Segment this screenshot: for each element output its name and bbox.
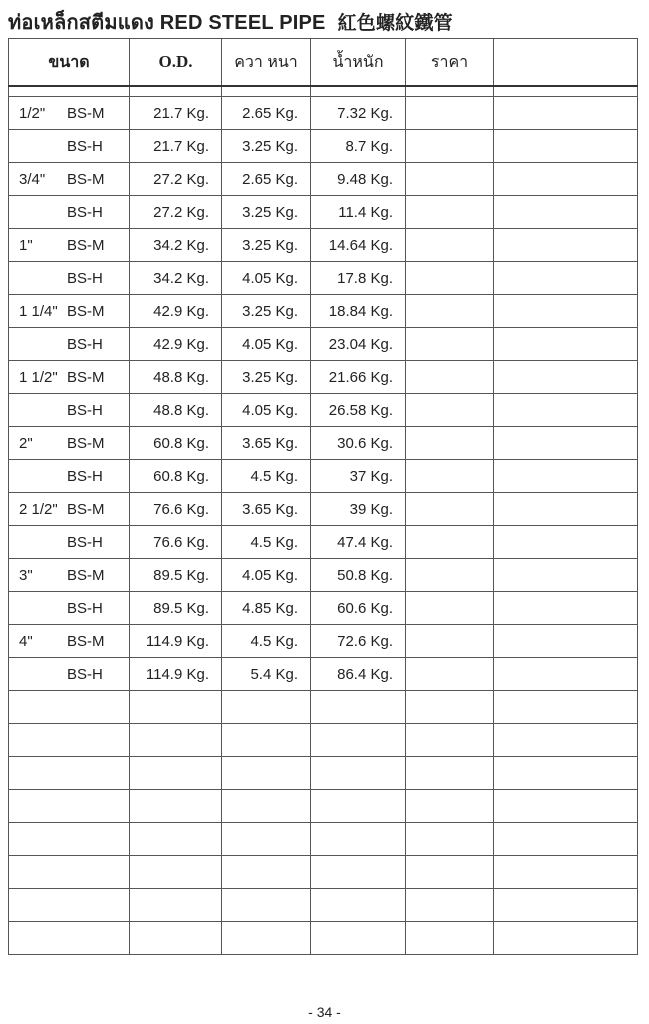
weight-cell: 8.7 Kg. [311, 130, 406, 163]
od-cell: 89.5 Kg. [130, 559, 222, 592]
weight-cell: 21.66 Kg. [311, 361, 406, 394]
thickness-cell: 2.65 Kg. [222, 163, 311, 196]
empty-cell [222, 757, 311, 790]
blank-cell [494, 196, 638, 229]
blank-cell [494, 97, 638, 130]
size-cell [9, 592, 130, 625]
thickness-cell: 4.5 Kg. [222, 460, 311, 493]
od-cell: 48.8 Kg. [130, 361, 222, 394]
size-cell [9, 460, 130, 493]
empty-cell [130, 823, 222, 856]
grade-label: BS-M [67, 171, 105, 188]
weight-cell: 30.6 Kg. [311, 427, 406, 460]
weight-cell: 47.4 Kg. [311, 526, 406, 559]
empty-cell [130, 922, 222, 955]
thickness-cell: 2.65 Kg. [222, 97, 311, 130]
thickness-cell: 3.25 Kg. [222, 196, 311, 229]
od-cell: 76.6 Kg. [130, 493, 222, 526]
size-cell [9, 559, 130, 592]
table-row [9, 196, 638, 229]
empty-cell [9, 889, 130, 922]
grade-label: BS-H [67, 270, 103, 287]
empty-cell [311, 724, 406, 757]
size-label: 1/2" [19, 105, 46, 122]
blank-cell [494, 328, 638, 361]
od-cell: 89.5 Kg. [130, 592, 222, 625]
price-cell [406, 625, 494, 658]
grade-label: BS-M [67, 567, 105, 584]
od-cell: 27.2 Kg. [130, 196, 222, 229]
thickness-cell: 3.25 Kg. [222, 130, 311, 163]
empty-cell [9, 856, 130, 889]
table-row [9, 130, 638, 163]
blank-cell [494, 361, 638, 394]
header-od: O.D. [130, 39, 222, 87]
spacer-cell [9, 86, 130, 97]
spacer-cell [222, 86, 311, 97]
spacer-cell [311, 86, 406, 97]
thickness-cell: 3.65 Kg. [222, 427, 311, 460]
empty-cell [311, 889, 406, 922]
grade-label: BS-M [67, 237, 105, 254]
table-row [9, 427, 638, 460]
size-cell [9, 625, 130, 658]
thickness-cell: 3.65 Kg. [222, 493, 311, 526]
table-row [9, 229, 638, 262]
empty-cell [9, 790, 130, 823]
weight-cell: 86.4 Kg. [311, 658, 406, 691]
blank-cell [494, 394, 638, 427]
od-cell: 21.7 Kg. [130, 97, 222, 130]
title-chinese: 紅色螺紋鐵管 [337, 13, 453, 34]
grade-label: BS-H [67, 468, 103, 485]
spacer-cell [494, 86, 638, 97]
table-row [9, 625, 638, 658]
empty-cell [130, 856, 222, 889]
empty-cell [9, 823, 130, 856]
empty-cell [9, 691, 130, 724]
grade-label: BS-H [67, 336, 103, 353]
price-cell [406, 427, 494, 460]
table-row [9, 295, 638, 328]
size-cell [9, 328, 130, 361]
od-cell: 60.8 Kg. [130, 427, 222, 460]
empty-cell [406, 823, 494, 856]
grade-label: BS-H [67, 402, 103, 419]
blank-cell [494, 229, 638, 262]
empty-cell [130, 889, 222, 922]
thickness-cell: 4.5 Kg. [222, 625, 311, 658]
grade-label: BS-H [67, 204, 103, 221]
empty-row [9, 856, 638, 889]
grade-label: BS-H [67, 600, 103, 617]
empty-cell [406, 757, 494, 790]
weight-cell: 72.6 Kg. [311, 625, 406, 658]
weight-cell: 17.8 Kg. [311, 262, 406, 295]
table-row [9, 658, 638, 691]
grade-label: BS-H [67, 138, 103, 155]
thickness-cell: 4.5 Kg. [222, 526, 311, 559]
od-cell: 60.8 Kg. [130, 460, 222, 493]
weight-cell: 26.58 Kg. [311, 394, 406, 427]
price-cell [406, 394, 494, 427]
grade-label: BS-M [67, 303, 105, 320]
size-label: 1 1/2" [19, 369, 58, 386]
price-cell [406, 460, 494, 493]
grade-label: BS-H [67, 534, 103, 551]
size-cell [9, 295, 130, 328]
grade-label: BS-H [67, 666, 103, 683]
size-label: 3" [19, 567, 33, 584]
size-cell [9, 262, 130, 295]
thickness-cell: 3.25 Kg. [222, 361, 311, 394]
table-row [9, 262, 638, 295]
size-cell [9, 361, 130, 394]
size-label: 2 1/2" [19, 501, 58, 518]
empty-row [9, 889, 638, 922]
header-spacer-row [9, 86, 638, 97]
blank-cell [494, 592, 638, 625]
size-cell [9, 130, 130, 163]
weight-cell: 39 Kg. [311, 493, 406, 526]
weight-cell: 23.04 Kg. [311, 328, 406, 361]
size-cell [9, 97, 130, 130]
blank-cell [494, 427, 638, 460]
od-cell: 34.2 Kg. [130, 229, 222, 262]
empty-cell [406, 790, 494, 823]
weight-cell: 9.48 Kg. [311, 163, 406, 196]
grade-label: BS-M [67, 105, 105, 122]
grade-label: BS-M [67, 501, 105, 518]
size-cell [9, 526, 130, 559]
empty-cell [311, 691, 406, 724]
empty-row [9, 724, 638, 757]
thickness-cell: 4.05 Kg. [222, 328, 311, 361]
weight-cell: 18.84 Kg. [311, 295, 406, 328]
blank-cell [494, 295, 638, 328]
thickness-cell: 5.4 Kg. [222, 658, 311, 691]
price-cell [406, 130, 494, 163]
empty-row [9, 691, 638, 724]
blank-cell [494, 163, 638, 196]
empty-cell [222, 922, 311, 955]
empty-cell [494, 922, 638, 955]
empty-cell [222, 724, 311, 757]
empty-cell [494, 691, 638, 724]
thickness-cell: 4.05 Kg. [222, 394, 311, 427]
size-label: 3/4" [19, 171, 46, 188]
price-cell [406, 196, 494, 229]
empty-cell [494, 856, 638, 889]
thickness-cell: 4.05 Kg. [222, 262, 311, 295]
table-row [9, 592, 638, 625]
blank-cell [494, 526, 638, 559]
table-row [9, 163, 638, 196]
empty-cell [9, 757, 130, 790]
size-label: 2" [19, 435, 33, 452]
empty-cell [494, 724, 638, 757]
od-cell: 42.9 Kg. [130, 328, 222, 361]
empty-cell [311, 790, 406, 823]
empty-cell [222, 823, 311, 856]
empty-cell [9, 922, 130, 955]
page-number: - 34 - [308, 1004, 341, 1020]
table-row [9, 97, 638, 130]
od-cell: 114.9 Kg. [130, 658, 222, 691]
empty-cell [222, 790, 311, 823]
empty-cell [494, 823, 638, 856]
empty-row [9, 823, 638, 856]
price-cell [406, 559, 494, 592]
empty-cell [311, 757, 406, 790]
size-cell [9, 394, 130, 427]
weight-cell: 37 Kg. [311, 460, 406, 493]
price-table [8, 38, 638, 955]
empty-cell [406, 889, 494, 922]
table-row [9, 493, 638, 526]
empty-cell [406, 922, 494, 955]
spacer-cell [130, 86, 222, 97]
empty-cell [406, 724, 494, 757]
blank-cell [494, 559, 638, 592]
table-row [9, 559, 638, 592]
size-cell [9, 229, 130, 262]
blank-cell [494, 262, 638, 295]
empty-cell [406, 691, 494, 724]
empty-cell [311, 823, 406, 856]
empty-row [9, 757, 638, 790]
empty-cell [406, 856, 494, 889]
blank-cell [494, 493, 638, 526]
table-row [9, 526, 638, 559]
empty-cell [494, 757, 638, 790]
grade-label: BS-M [67, 633, 105, 650]
price-cell [406, 526, 494, 559]
thickness-cell: 3.25 Kg. [222, 229, 311, 262]
header-blank [494, 39, 638, 87]
empty-cell [130, 724, 222, 757]
price-cell [406, 229, 494, 262]
empty-cell [9, 724, 130, 757]
weight-cell: 11.4 Kg. [311, 196, 406, 229]
thickness-cell: 4.85 Kg. [222, 592, 311, 625]
thickness-cell: 4.05 Kg. [222, 559, 311, 592]
table-row [9, 328, 638, 361]
empty-cell [311, 856, 406, 889]
weight-cell: 60.6 Kg. [311, 592, 406, 625]
header-price: ราคา [406, 39, 494, 87]
empty-cell [130, 757, 222, 790]
od-cell: 114.9 Kg. [130, 625, 222, 658]
weight-cell: 14.64 Kg. [311, 229, 406, 262]
od-cell: 42.9 Kg. [130, 295, 222, 328]
empty-cell [494, 790, 638, 823]
empty-cell [222, 856, 311, 889]
empty-cell [130, 691, 222, 724]
size-cell [9, 163, 130, 196]
od-cell: 76.6 Kg. [130, 526, 222, 559]
blank-cell [494, 658, 638, 691]
blank-cell [494, 130, 638, 163]
empty-row [9, 922, 638, 955]
grade-label: BS-M [67, 435, 105, 452]
empty-cell [130, 790, 222, 823]
blank-cell [494, 625, 638, 658]
size-label: 4" [19, 633, 33, 650]
size-label: 1" [19, 237, 33, 254]
od-cell: 21.7 Kg. [130, 130, 222, 163]
size-label: 1 1/4" [19, 303, 58, 320]
price-cell [406, 262, 494, 295]
od-cell: 34.2 Kg. [130, 262, 222, 295]
empty-cell [222, 691, 311, 724]
page-title [8, 6, 628, 40]
thickness-cell: 3.25 Kg. [222, 295, 311, 328]
price-cell [406, 361, 494, 394]
price-cell [406, 328, 494, 361]
empty-cell [222, 889, 311, 922]
spacer-cell [406, 86, 494, 97]
table-header-row [9, 39, 638, 87]
header-thickness: ควา หนา [222, 39, 311, 87]
header-weight: น้ำหนัก [311, 39, 406, 87]
price-cell [406, 97, 494, 130]
table-row [9, 361, 638, 394]
table-row [9, 460, 638, 493]
table-body [9, 86, 638, 955]
header-size: ขนาด [9, 39, 130, 87]
title-main: ท่อเหล็กสตีมแดง RED STEEL PIPE [8, 12, 326, 34]
size-cell [9, 427, 130, 460]
price-cell [406, 658, 494, 691]
empty-cell [311, 922, 406, 955]
size-cell [9, 658, 130, 691]
weight-cell: 7.32 Kg. [311, 97, 406, 130]
od-cell: 48.8 Kg. [130, 394, 222, 427]
price-cell [406, 163, 494, 196]
price-cell [406, 592, 494, 625]
empty-cell [494, 889, 638, 922]
size-cell [9, 196, 130, 229]
price-cell [406, 295, 494, 328]
empty-row [9, 790, 638, 823]
weight-cell: 50.8 Kg. [311, 559, 406, 592]
od-cell: 27.2 Kg. [130, 163, 222, 196]
price-cell [406, 493, 494, 526]
table-row [9, 394, 638, 427]
size-cell [9, 493, 130, 526]
blank-cell [494, 460, 638, 493]
grade-label: BS-M [67, 369, 105, 386]
